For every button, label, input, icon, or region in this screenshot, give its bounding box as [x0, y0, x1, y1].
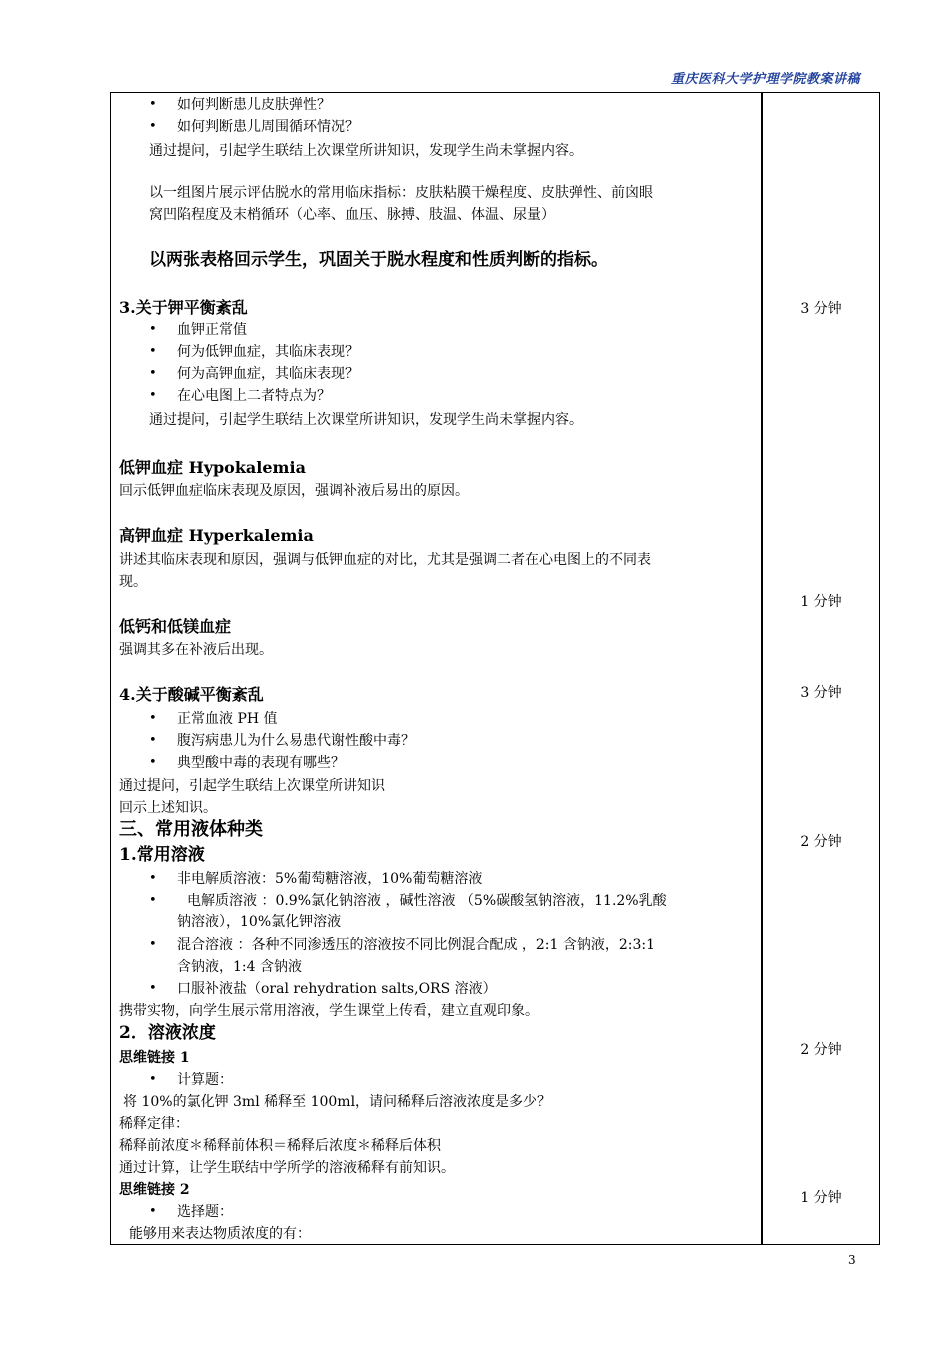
section-heading-concentration: 2．溶液浓度 [119, 1023, 216, 1043]
time-allocation: 1 分钟 [800, 1190, 842, 1206]
list-item: 正常血液 PH 值 [177, 711, 278, 727]
question-skin-elasticity: 如何判断患儿皮肤弹性？ [177, 97, 331, 113]
section-heading-common-solutions: 1.常用溶液 [119, 845, 205, 865]
list-item: 何为高钾血症，其临床表现？ [177, 366, 359, 382]
bullet: • [149, 119, 157, 134]
bullet: • [149, 1204, 157, 1219]
subheading-hyperkalemia: 高钾血症 Hyperkalemia [119, 526, 314, 545]
list-item: 选择题： [177, 1204, 233, 1220]
section-heading-fluid-types: 三、常用液体种类 [119, 819, 263, 840]
list-item: 在心电图上二者特点为？ [177, 388, 331, 404]
emphasis-line: 以两张表格回示学生，巩固关于脱水程度和性质判断的指标。 [149, 250, 608, 270]
bullet: • [149, 366, 157, 381]
bullet: • [149, 97, 157, 112]
list-item-continuation: 含钠液，1:4 含钠液 [177, 959, 302, 975]
time-allocation: 1 分钟 [800, 594, 842, 610]
list-item: 电解质溶液 ：0.9%氯化钠溶液 ，碱性溶液 （5%碳酸氢钠溶液，11.2%乳酸 [187, 893, 667, 909]
formula: 稀释前浓度＊稀释前体积＝稀释后浓度＊稀释后体积 [119, 1138, 441, 1154]
time-allocation: 3 分钟 [800, 685, 842, 701]
subheading-thinking-link-1: 思维链接 1 [119, 1050, 190, 1066]
paragraph: 以一组图片展示评估脱水的常用临床指标：皮肤粘膜干燥程度、皮肤弹性、前囟眼 [149, 185, 653, 201]
lesson-table [110, 92, 880, 1245]
paragraph: 将 10%的氯化钾 3ml 稀释至 100ml，请问稀释后溶液浓度是多少？ [123, 1094, 552, 1110]
bullet: • [149, 733, 157, 748]
bullet: • [149, 322, 157, 337]
bullet: • [149, 344, 157, 359]
list-item: 典型酸中毒的表现有哪些？ [177, 755, 345, 771]
section-heading-acid-base: 4.关于酸碱平衡紊乱 [119, 685, 264, 704]
time-column [763, 93, 879, 1244]
page-number: 3 [848, 1253, 856, 1267]
time-allocation: 3 分钟 [800, 301, 842, 317]
paragraph: 通过提问，引起学生联结上次课堂所讲知识，发现学生尚未掌握内容。 [149, 412, 583, 428]
subheading-thinking-link-2: 思维链接 2 [119, 1182, 190, 1198]
paragraph: 现。 [119, 574, 147, 590]
question-circulation: 如何判断患儿周围循环情况？ [177, 119, 359, 135]
bullet: • [149, 755, 157, 770]
paragraph: 强调其多在补液后出现。 [119, 642, 273, 658]
list-item: 口服补液盐（oral rehydration salts,ORS 溶液） [177, 981, 497, 997]
paragraph: 通过提问，引起学生联结上次课堂所讲知识，发现学生尚未掌握内容。 [149, 143, 583, 159]
document-header: 重庆医科大学护理学院教案讲稿 [670, 72, 860, 87]
list-item: 非电解质溶液：5%葡萄糖溶液，10%葡萄糖溶液 [177, 871, 483, 887]
paragraph: 携带实物，向学生展示常用溶液，学生课堂上传看，建立直观印象。 [119, 1003, 539, 1019]
time-allocation: 2 分钟 [800, 1042, 842, 1058]
section-heading-potassium: 3.关于钾平衡紊乱 [119, 298, 248, 317]
list-item-continuation: 钠溶液），10%氯化钾溶液 [177, 914, 342, 930]
paragraph: 回示低钾血症临床表现及原因，强调补液后易出的原因。 [119, 483, 469, 499]
bullet: • [149, 711, 157, 726]
paragraph: 能够用来表达物质浓度的有： [129, 1226, 311, 1242]
list-item: 腹泻病患儿为什么易患代谢性酸中毒？ [177, 733, 415, 749]
bullet: • [149, 388, 157, 403]
bullet: • [149, 871, 157, 886]
paragraph: 讲述其临床表现和原因，强调与低钾血症的对比，尤其是强调二者在心电图上的不同表 [119, 552, 651, 568]
list-item: 混合溶液 ：各种不同渗透压的溶液按不同比例混合配成 ，2:1 含钠液，2:3:1 [177, 937, 656, 953]
bullet: • [149, 981, 157, 996]
list-item: 何为低钾血症，其临床表现？ [177, 344, 359, 360]
subheading-calcium-magnesium: 低钙和低镁血症 [119, 617, 232, 636]
bullet: • [149, 893, 157, 908]
paragraph: 通过提问，引起学生联结上次课堂所讲知识 [119, 778, 385, 794]
paragraph: 通过计算，让学生联结中学所学的溶液稀释有前知识。 [119, 1160, 455, 1176]
bullet: • [149, 1072, 157, 1087]
subheading-hypokalemia: 低钾血症 Hypokalemia [119, 458, 306, 477]
list-item: 血钾正常值 [177, 322, 247, 338]
paragraph: 窝凹陷程度及末梢循环（心率、血压、脉搏、肢温、体温、尿量） [149, 207, 555, 223]
paragraph: 回示上述知识。 [119, 800, 217, 816]
time-allocation: 2 分钟 [800, 834, 842, 850]
list-item: 计算题： [177, 1072, 233, 1088]
bullet: • [149, 937, 157, 952]
paragraph: 稀释定律： [119, 1116, 189, 1132]
